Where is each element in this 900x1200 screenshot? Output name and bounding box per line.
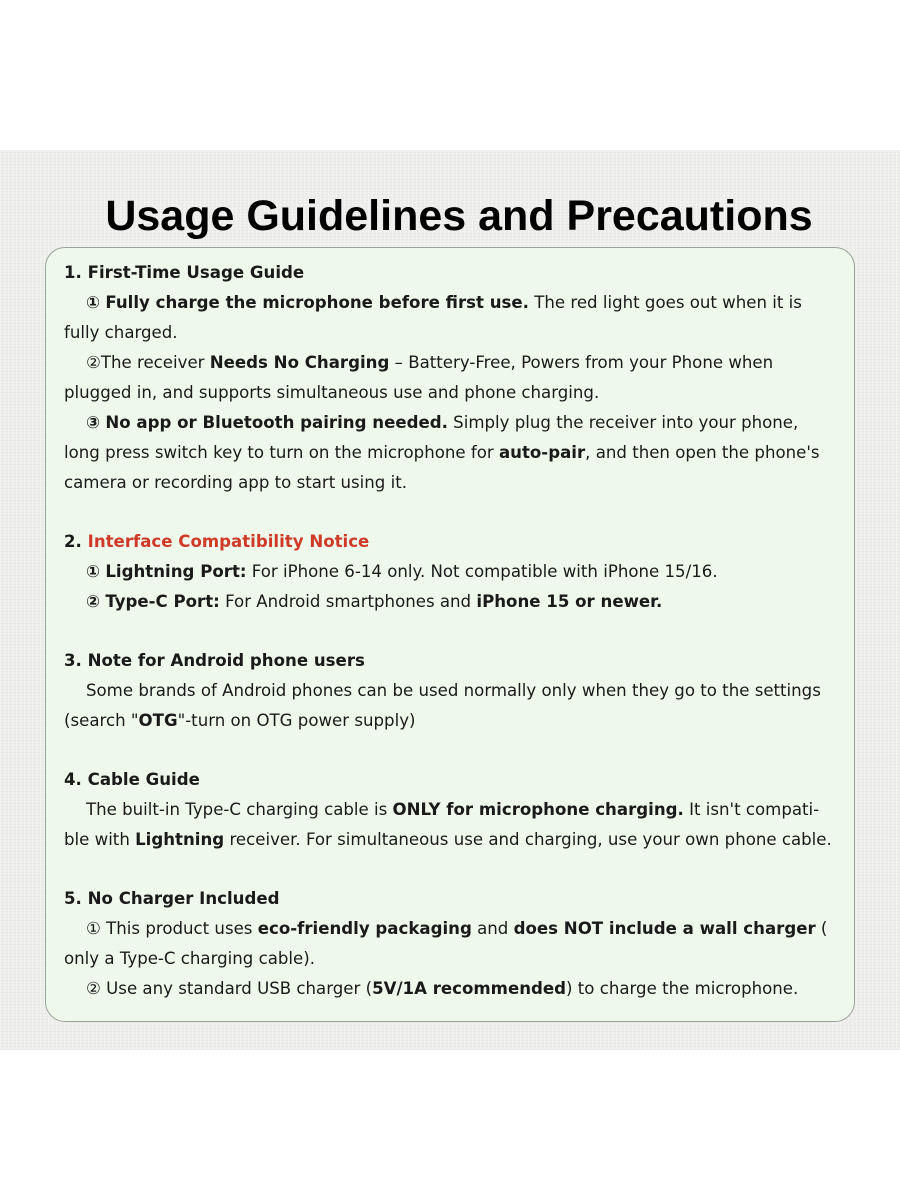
bold-text: Fully charge the microphone before first use.: [105, 293, 529, 312]
section-title: No Charger Included: [87, 889, 280, 908]
body-text: For Android smartphones and: [219, 592, 477, 611]
section-title: First-Time Usage Guide: [87, 263, 305, 282]
bold-text: eco-friendly packaging: [257, 919, 472, 938]
section-heading: [64, 884, 836, 914]
body-text: Simply plug the receiver into your phone, long press switch key to turn on the microphone for: [64, 413, 799, 462]
body-text: The red light goes out when it is fully charged.: [64, 293, 802, 342]
bold-text: No app or Bluetooth pairing needed.: [105, 413, 448, 432]
section-no-charger: [64, 884, 836, 1004]
step-marker: ③: [86, 413, 101, 432]
guidelines-card: [45, 247, 855, 1022]
body-text: ② Use any standard USB charger (: [86, 979, 373, 998]
body-text: "-turn on OTG power supply): [177, 711, 416, 730]
body-text: ) to charge the microphone.: [566, 979, 799, 998]
bold-text: auto-pair: [498, 443, 586, 462]
section-title: Note for Android phone users: [87, 651, 365, 670]
body-text: The built-in Type-C charging cable is: [86, 800, 393, 819]
section-number: 3.: [64, 651, 82, 670]
step-marker: ①: [86, 293, 101, 312]
section-heading: [64, 646, 836, 676]
bold-text: OTG: [138, 711, 178, 730]
bold-text: ONLY for microphone charging.: [392, 800, 684, 819]
body-text: It isn't compati-ble with: [64, 800, 820, 849]
instruction-paragraph: [64, 557, 836, 587]
body-text: ②The receiver: [86, 353, 210, 372]
page-title: Usage Guidelines and Precautions: [105, 192, 813, 240]
step-marker: ①: [86, 562, 101, 581]
instruction-paragraph: [64, 587, 836, 617]
section-heading: [64, 258, 836, 288]
body-text: , and then open the phone's camera or recording app to start using it.: [64, 443, 820, 492]
section-heading: [64, 527, 836, 557]
section-title: Interface Compatibility Notice: [87, 532, 370, 551]
instruction-paragraph: [64, 914, 836, 974]
section-title: Cable Guide: [87, 770, 200, 789]
body-text: For iPhone 6-14 only. Not compatible with iPhone 15/16.: [246, 562, 718, 581]
body-text: ① This product uses: [86, 919, 258, 938]
bold-text: Lightning: [135, 830, 225, 849]
step-marker: ②: [86, 592, 101, 611]
instruction-paragraph: [64, 676, 836, 736]
instruction-paragraph: [64, 408, 836, 498]
body-text: – Battery-Free, Powers from your Phone when plugged in, and supports simultaneous use and phone charging.: [64, 353, 774, 402]
bold-text: 5V/1A recommended: [372, 979, 567, 998]
instruction-paragraph: [64, 348, 836, 408]
instruction-paragraph: [64, 974, 836, 1004]
body-text: ( only a Type-C charging cable).: [64, 919, 828, 968]
body-text: receiver. For simultaneous use and charging, use your own phone cable.: [224, 830, 832, 849]
section-number: 2.: [64, 532, 82, 551]
section-interface-compatibility: [64, 527, 836, 617]
section-number: 5.: [64, 889, 82, 908]
body-text: Some brands of Android phones can be used normally only when they go to the settings (search ": [64, 681, 821, 730]
bold-text: Type-C Port:: [105, 592, 220, 611]
section-number: 1.: [64, 263, 82, 282]
body-text: and: [471, 919, 514, 938]
bold-text: Lightning Port:: [105, 562, 247, 581]
section-heading: [64, 765, 836, 795]
bold-text: Needs No Charging: [209, 353, 390, 372]
instruction-paragraph: [64, 795, 836, 855]
section-cable-guide: [64, 765, 836, 855]
section-android-note: [64, 646, 836, 736]
bold-text: does NOT include a wall charger: [513, 919, 816, 938]
section-first-time-usage: [64, 258, 836, 498]
bold-text: iPhone 15 or newer.: [476, 592, 663, 611]
section-number: 4.: [64, 770, 82, 789]
instruction-paragraph: [64, 288, 836, 348]
